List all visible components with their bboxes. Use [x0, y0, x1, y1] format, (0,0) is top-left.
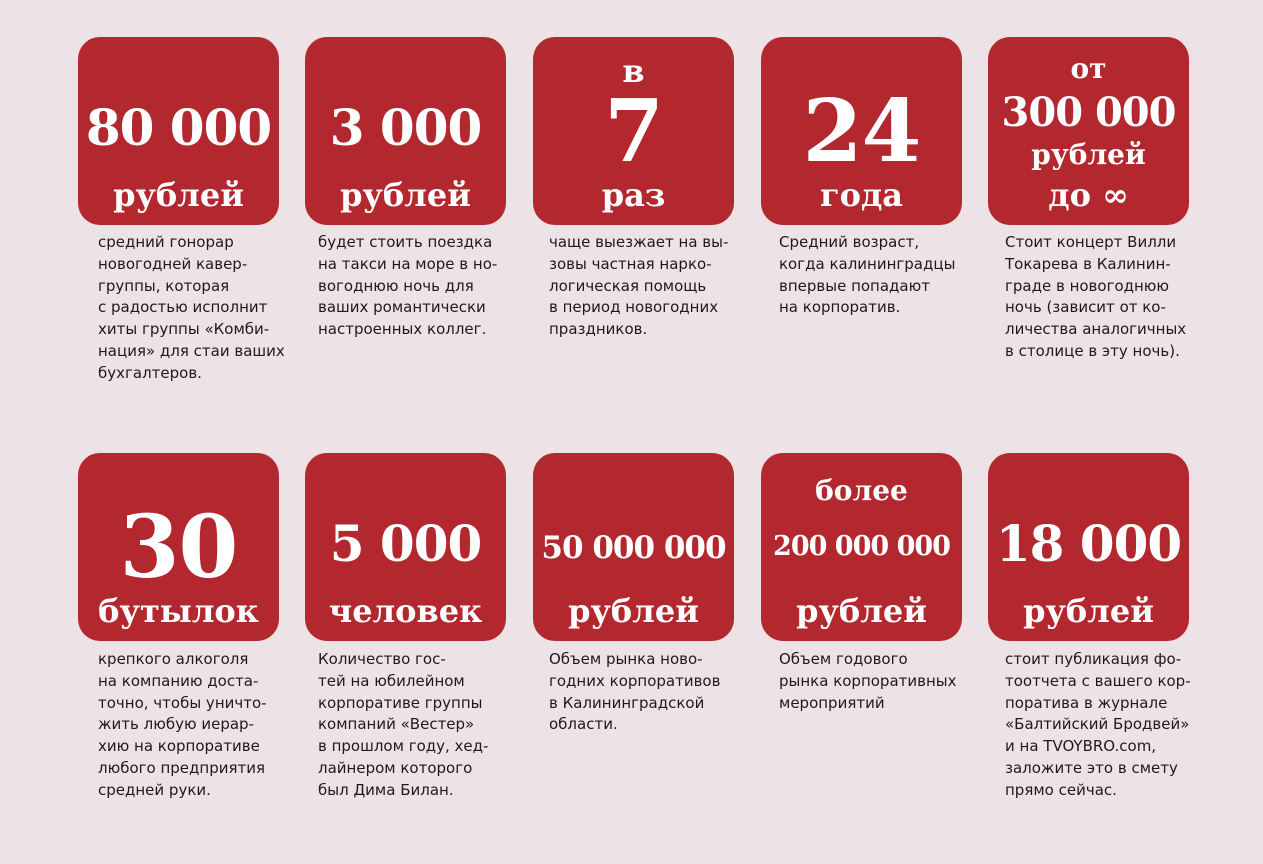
stat-unit: человек [328, 592, 483, 630]
stat-unit: рублей [796, 592, 927, 630]
stat-description: стоит публикация фо- тоотчета с вашего кор- поратива в журнале «Балтийский Бродвей» и на TVOYBRO.com, заложите это в смету прямо сейчас. [1005, 650, 1191, 799]
stat-description: средний гонорар новогодней кавер- группы, которая с радостью исполнит хиты группы «Комби- нация» для стаи ваших бухгалтеров. [98, 233, 285, 382]
stat-card-market-size [533, 453, 734, 641]
stat-number: 200 000 000 [773, 531, 950, 562]
stat-prefix: от [1070, 52, 1107, 85]
stat-unit: рублей [113, 176, 244, 214]
stat-card-tokarev-concert [988, 37, 1189, 225]
stat-number: 50 000 000 [541, 530, 726, 566]
stat-number: 5 000 [329, 514, 482, 573]
stat-prefix: более [815, 474, 908, 507]
stat-card-cover-band-fee [78, 37, 279, 225]
stat-number: 18 000 [995, 514, 1182, 573]
stat-number: 3 000 [329, 98, 482, 157]
stat-number: 24 [802, 81, 921, 182]
stat-unit: года [819, 176, 903, 214]
stat-number: 30 [119, 497, 238, 598]
stat-card-alcohol-bottles [78, 453, 279, 641]
stat-card-average-age [761, 37, 962, 225]
stat-card-narcological-help [533, 37, 734, 225]
stat-number: 300 000 [1001, 89, 1176, 136]
stat-unit: рублей [1031, 138, 1146, 171]
stat-unit: рублей [568, 592, 699, 630]
stat-description: Объем годового рынка корпоративных мероприятий [779, 650, 957, 712]
stat-description: крепкого алкоголя на компанию доста- точно, чтобы уничто- жить любую иерар- хию на корпоративе любого предприятия средней руки. [98, 650, 267, 799]
stat-card-taxi-cost [305, 37, 506, 225]
stat-unit: рублей [340, 176, 471, 214]
stat-prefix: в [622, 52, 645, 90]
stat-unit: рублей [1023, 592, 1154, 630]
stat-card-guests [305, 453, 506, 641]
stat-card-photo-report [988, 453, 1189, 641]
stat-description: Средний возраст, когда калининградцы впервые попадают на корпоратив. [779, 233, 956, 317]
stat-unit: бутылок [98, 592, 259, 630]
stat-description: Объем рынка ново- годних корпоративов в Калининградской области. [549, 650, 721, 734]
stat-unit: раз [601, 176, 666, 214]
stat-description: Количество гос- тей на юбилейном корпоративе группы компаний «Вестер» в прошлом году, хед- лайнером которого был Дима Билан. [318, 650, 489, 799]
stat-description: чаще выезжает на вы- зовы частная нарко- логическая помощь в период новогодних праздников. [549, 233, 729, 339]
stat-description: будет стоить поездка на такси на море в но- вогоднюю ночь для ваших романтически настроенных коллег. [318, 233, 498, 339]
stat-number: 80 000 [85, 98, 272, 157]
stat-description: Стоит концерт Вилли Токарева в Калинин- граде в новогоднюю ночь (зависит от ко- личества аналогичных в столице в эту ночь). [1005, 233, 1187, 360]
stat-number: 7 [604, 81, 663, 182]
stat-card-annual-market [761, 453, 962, 641]
stat-extra: до ∞ [1048, 176, 1129, 214]
